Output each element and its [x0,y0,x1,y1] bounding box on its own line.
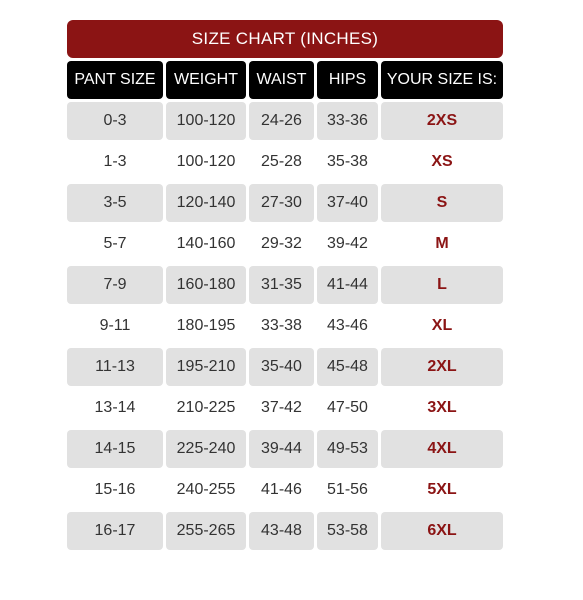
header-pant-size: PANT SIZE [67,61,163,99]
header-row [67,61,503,99]
your-size-cell: 5XL [427,481,457,498]
waist-cell: 35-40 [249,348,314,386]
hips-cell: 51-56 [327,481,368,498]
waist-cell: 41-46 [261,481,302,498]
header-your-size: YOUR SIZE IS: [381,61,503,99]
pant-size-cell: 0-3 [67,102,163,140]
table-row [67,225,503,263]
waist-cell: 24-26 [249,102,314,140]
pant-size-cell: 7-9 [67,266,163,304]
table-row [67,184,503,222]
table-row [67,143,503,181]
table-row [67,430,503,468]
pant-size-cell: 9-11 [99,317,131,334]
your-size-cell: 2XS [381,102,503,140]
pant-size-cell: 16-17 [67,512,163,550]
hips-cell: 47-50 [327,399,368,416]
waist-cell: 39-44 [249,430,314,468]
pant-size-cell: 15-16 [94,481,136,498]
table-row [67,307,503,345]
header-waist: WAIST [249,61,314,99]
hips-cell: 33-36 [317,102,378,140]
hips-cell: 43-46 [327,317,368,334]
pant-size-cell: 11-13 [67,348,163,386]
size-chart [67,20,503,550]
table-row [67,512,503,550]
waist-cell: 33-38 [261,317,302,334]
weight-cell: 240-255 [176,481,236,498]
waist-cell: 27-30 [249,184,314,222]
weight-cell: 120-140 [166,184,246,222]
hips-cell: 41-44 [317,266,378,304]
pant-size-cell: 13-14 [94,399,136,416]
waist-cell: 37-42 [261,399,302,416]
table-row [67,471,503,509]
weight-cell: 180-195 [176,317,236,334]
weight-cell: 210-225 [176,399,236,416]
weight-cell: 100-120 [176,153,236,170]
header-hips: HIPS [317,61,378,99]
your-size-cell: XL [431,317,453,334]
your-size-cell: 3XL [427,399,457,416]
pant-size-cell: 5-7 [103,235,127,252]
your-size-cell: 4XL [381,430,503,468]
hips-cell: 49-53 [317,430,378,468]
hips-cell: 35-38 [327,153,368,170]
your-size-cell: L [381,266,503,304]
hips-cell: 53-58 [317,512,378,550]
weight-cell: 225-240 [166,430,246,468]
table-row [67,102,503,140]
table-row [67,348,503,386]
pant-size-cell: 14-15 [67,430,163,468]
waist-cell: 29-32 [261,235,302,252]
weight-cell: 100-120 [166,102,246,140]
weight-cell: 160-180 [166,266,246,304]
hips-cell: 39-42 [327,235,368,252]
table-row [67,389,503,427]
waist-cell: 31-35 [249,266,314,304]
pant-size-cell: 3-5 [67,184,163,222]
waist-cell: 43-48 [249,512,314,550]
weight-cell: 195-210 [166,348,246,386]
waist-cell: 25-28 [261,153,302,170]
chart-title: SIZE CHART (INCHES) [67,20,503,58]
weight-cell: 140-160 [176,235,236,252]
your-size-cell: 6XL [381,512,503,550]
table-body [67,102,503,550]
hips-cell: 45-48 [317,348,378,386]
header-weight: WEIGHT [166,61,246,99]
weight-cell: 255-265 [166,512,246,550]
hips-cell: 37-40 [317,184,378,222]
table-row [67,266,503,304]
your-size-cell: 2XL [381,348,503,386]
your-size-cell: S [381,184,503,222]
your-size-cell: XS [431,153,453,170]
your-size-cell: M [435,235,449,252]
pant-size-cell: 1-3 [103,153,127,170]
